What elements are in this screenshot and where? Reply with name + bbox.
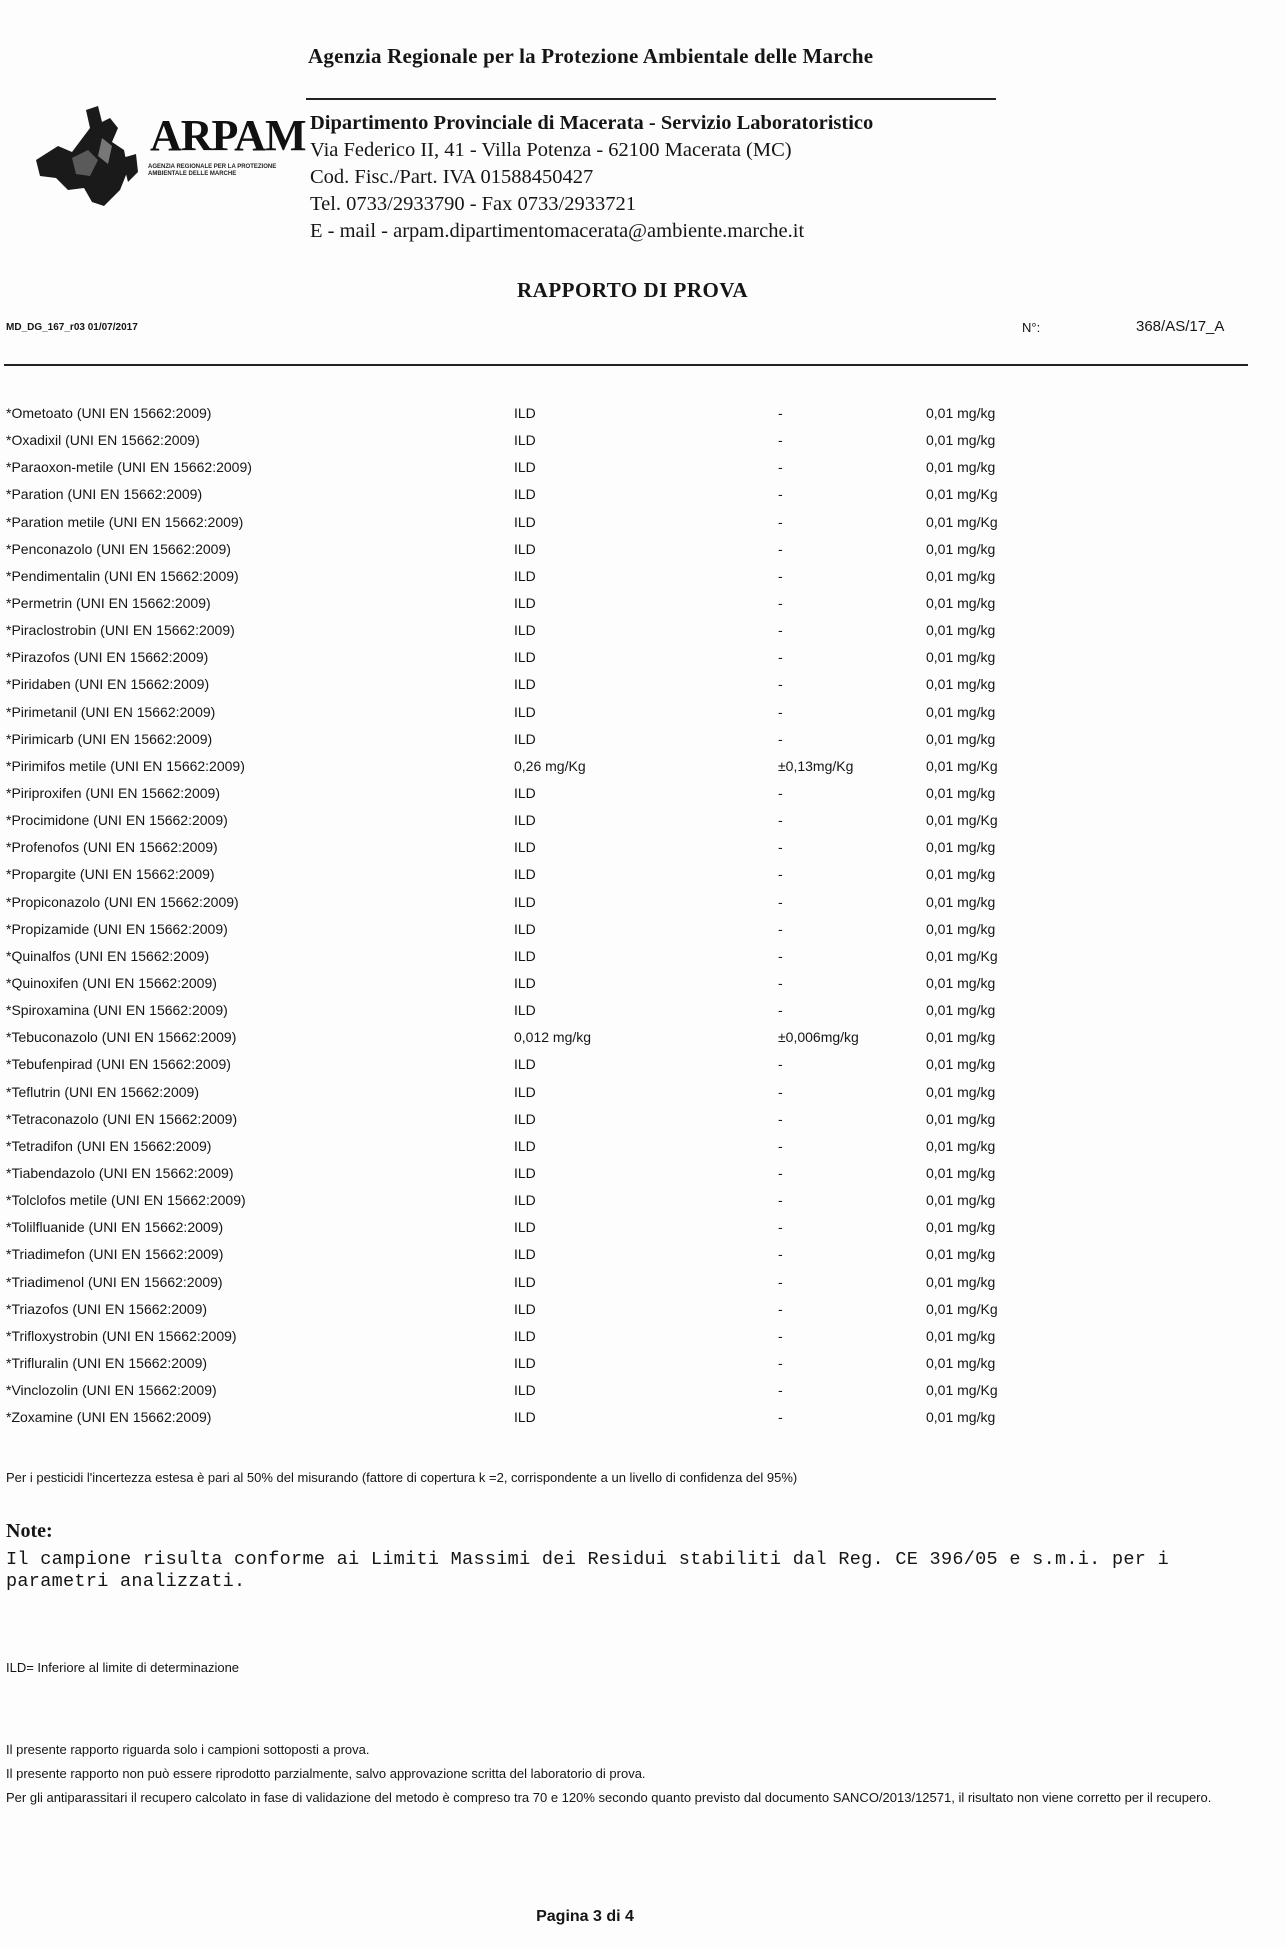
detection-limit: 0,01 mg/kg	[926, 432, 996, 449]
analyte-name: *Tolilfluanide (UNI EN 15662:2009)	[6, 1219, 224, 1236]
detection-limit: 0,01 mg/kg	[926, 703, 996, 720]
table-row	[6, 563, 1246, 590]
disclaimers	[6, 1738, 1268, 1805]
address-block	[310, 110, 873, 245]
detection-limit: 0,01 mg/Kg	[926, 1382, 998, 1399]
uncertainty-value: -	[778, 1409, 783, 1426]
detection-limit: 0,01 mg/kg	[926, 567, 996, 584]
table-row	[6, 1133, 1246, 1160]
table-row	[6, 1214, 1246, 1241]
uncertainty-value: -	[778, 1192, 783, 1209]
report-number: 368/AS/17_A	[1136, 318, 1225, 335]
table-row	[6, 1404, 1246, 1431]
uncertainty-value: -	[778, 893, 783, 910]
table-row	[6, 454, 1246, 481]
detection-limit: 0,01 mg/kg	[926, 893, 996, 910]
uncertainty-value: -	[778, 1300, 783, 1317]
table-row	[6, 509, 1246, 536]
analyte-name: *Trifloxystrobin (UNI EN 15662:2009)	[6, 1327, 237, 1344]
uncertainty-value: ±0,006mg/kg	[778, 1029, 859, 1046]
uncertainty-value: -	[778, 622, 783, 639]
detection-limit: 0,01 mg/kg	[926, 1327, 996, 1344]
result-value: ILD	[514, 839, 536, 856]
table-row	[6, 970, 1246, 997]
email-address: E - mail - arpam.dipartimentomacerata@ambiente.marche.it	[310, 220, 805, 242]
table-row	[6, 807, 1246, 834]
table-row	[6, 834, 1246, 861]
uncertainty-value: -	[778, 703, 783, 720]
agency-title: Agenzia Regionale per la Protezione Ambientale delle Marche	[308, 44, 874, 68]
result-value: ILD	[514, 1246, 536, 1263]
analyte-name: *Pirimetanil (UNI EN 15662:2009)	[6, 703, 216, 720]
postal-address: Via Federico II, 41 - Villa Potenza - 62100 Macerata (MC)	[310, 139, 792, 161]
uncertainty-value: -	[778, 812, 783, 829]
uncertainty-value: -	[778, 866, 783, 883]
table-row	[6, 617, 1246, 644]
result-value: ILD	[514, 703, 536, 720]
table-row	[6, 1377, 1246, 1404]
analyte-name: *Teflutrin (UNI EN 15662:2009)	[6, 1083, 199, 1100]
result-value: ILD	[514, 540, 536, 557]
detection-limit: 0,01 mg/kg	[926, 405, 996, 421]
table-row	[6, 1024, 1246, 1051]
detection-limit: 0,01 mg/Kg	[926, 757, 998, 774]
analyte-name: *Propizamide (UNI EN 15662:2009)	[6, 920, 228, 937]
analyte-name: *Triadimefon (UNI EN 15662:2009)	[6, 1246, 224, 1263]
analyte-name: *Ometoato (UNI EN 15662:2009)	[6, 405, 212, 421]
result-value: ILD	[514, 567, 536, 584]
uncertainty-value: -	[778, 1273, 783, 1290]
result-value: ILD	[514, 784, 536, 801]
result-value: ILD	[514, 1354, 536, 1371]
uncertainty-value: -	[778, 839, 783, 856]
result-value: ILD	[514, 812, 536, 829]
result-value: ILD	[514, 459, 536, 476]
result-value: ILD	[514, 1192, 536, 1209]
detection-limit: 0,01 mg/kg	[926, 1192, 996, 1209]
table-row	[6, 536, 1246, 563]
result-value: ILD	[514, 920, 536, 937]
analyte-name: *Quinalfos (UNI EN 15662:2009)	[6, 947, 210, 964]
detection-limit: 0,01 mg/kg	[926, 1273, 996, 1290]
detection-limit: 0,01 mg/Kg	[926, 486, 998, 503]
uncertainty-value: -	[778, 540, 783, 557]
analyte-name: *Pendimentalin (UNI EN 15662:2009)	[6, 567, 239, 584]
table-row	[6, 590, 1246, 617]
table-row	[6, 1350, 1246, 1377]
detection-limit: 0,01 mg/Kg	[926, 947, 998, 964]
result-value: 0,26 mg/Kg	[514, 757, 586, 774]
table-row	[6, 997, 1246, 1024]
table-row	[6, 427, 1246, 454]
result-value: ILD	[514, 1110, 536, 1127]
detection-limit: 0,01 mg/kg	[926, 1409, 996, 1426]
result-value: ILD	[514, 1409, 536, 1426]
disclaimer-recovery: Per gli antiparassitari il recupero calcolato in fase di validazione del metodo è compreso tra 70 e 120% secondo quanto previsto dal documento SANCO/2013/12571, il risultato non viene corretto per il recupero.	[6, 1790, 1212, 1805]
uncertainty-value: -	[778, 1110, 783, 1127]
analyte-name: *Tebufenpirad (UNI EN 15662:2009)	[6, 1056, 231, 1073]
analyte-name: *Triadimenol (UNI EN 15662:2009)	[6, 1273, 223, 1290]
analyte-name: *Permetrin (UNI EN 15662:2009)	[6, 594, 211, 611]
detection-limit: 0,01 mg/kg	[926, 1164, 996, 1181]
result-value: ILD	[514, 1056, 536, 1073]
uncertainty-note: Per i pesticidi l'incertezza estesa è pari al 50% del misurando (fattore di copertura k =2, corrispondente a un livello di confidenza del 95%)	[6, 1470, 798, 1485]
result-value: ILD	[514, 676, 536, 693]
note-heading: Note:	[6, 1520, 53, 1542]
analyte-name: *Piriproxifen (UNI EN 15662:2009)	[6, 784, 220, 801]
report-number-label: N°:	[1022, 320, 1041, 335]
page-number: Pagina 3 di 4	[536, 1908, 634, 1925]
detection-limit: 0,01 mg/kg	[926, 1056, 996, 1073]
uncertainty-value: -	[778, 1246, 783, 1263]
uncertainty-value: -	[778, 676, 783, 693]
table-row	[6, 1187, 1246, 1214]
table-row	[6, 1160, 1246, 1187]
form-code: MD_DG_167_r03 01/07/2017	[6, 322, 138, 333]
uncertainty-value: -	[778, 947, 783, 964]
result-value: ILD	[514, 947, 536, 964]
analyte-name: *Oxadixil (UNI EN 15662:2009)	[6, 432, 200, 449]
result-value: ILD	[514, 893, 536, 910]
table-row	[6, 726, 1246, 753]
header-bottom-divider	[4, 364, 1248, 366]
result-value: ILD	[514, 649, 536, 666]
result-value: ILD	[514, 1382, 536, 1399]
analyte-name: *Pirimifos metile (UNI EN 15662:2009)	[6, 757, 245, 774]
detection-limit: 0,01 mg/kg	[926, 866, 996, 883]
analyte-name: *Paraoxon-metile (UNI EN 15662:2009)	[6, 459, 252, 476]
table-row	[6, 753, 1246, 780]
table-row	[6, 861, 1246, 888]
table-row	[6, 1079, 1246, 1106]
table-row	[6, 1241, 1246, 1268]
uncertainty-value: -	[778, 1002, 783, 1019]
detection-limit: 0,01 mg/kg	[926, 1246, 996, 1263]
table-row	[6, 699, 1246, 726]
analyte-name: *Tiabendazolo (UNI EN 15662:2009)	[6, 1164, 234, 1181]
result-value: ILD	[514, 730, 536, 747]
detection-limit: 0,01 mg/kg	[926, 839, 996, 856]
detection-limit: 0,01 mg/Kg	[926, 1300, 998, 1317]
table-row	[6, 1296, 1246, 1323]
logo-wordmark: ARPAM	[150, 111, 306, 160]
uncertainty-value: ±0,13mg/Kg	[778, 757, 854, 774]
analyte-name: *Pirimicarb (UNI EN 15662:2009)	[6, 730, 213, 747]
phone-fax: Tel. 0733/2933790 - Fax 0733/2933721	[310, 193, 636, 215]
result-value: ILD	[514, 866, 536, 883]
analyte-name: *Vinclozolin (UNI EN 15662:2009)	[6, 1382, 217, 1399]
detection-limit: 0,01 mg/kg	[926, 459, 996, 476]
uncertainty-value: -	[778, 1219, 783, 1236]
detection-limit: 0,01 mg/Kg	[926, 513, 998, 530]
result-value: ILD	[514, 974, 536, 991]
result-value: ILD	[514, 594, 536, 611]
uncertainty-value: -	[778, 459, 783, 476]
analyte-name: *Pirazofos (UNI EN 15662:2009)	[6, 649, 209, 666]
ild-definition: ILD= Inferiore al limite di determinazione	[6, 1660, 240, 1675]
analyte-name: *Tebuconazolo (UNI EN 15662:2009)	[6, 1029, 237, 1046]
detection-limit: 0,01 mg/kg	[926, 1029, 996, 1046]
uncertainty-value: -	[778, 405, 783, 421]
disclaimer-scope: Il presente rapporto riguarda solo i campioni sottoposti a prova.	[6, 1742, 370, 1757]
uncertainty-value: -	[778, 1382, 783, 1399]
uncertainty-value: -	[778, 1327, 783, 1344]
table-row	[6, 671, 1246, 698]
uncertainty-value: -	[778, 567, 783, 584]
table-row	[6, 943, 1246, 970]
result-value: ILD	[514, 1327, 536, 1344]
detection-limit: 0,01 mg/kg	[926, 622, 996, 639]
analyte-name: *Paration metile (UNI EN 15662:2009)	[6, 513, 244, 530]
table-row	[6, 644, 1246, 671]
result-value: 0,012 mg/kg	[514, 1029, 592, 1046]
tax-code: Cod. Fisc./Part. IVA 01588450427	[310, 166, 594, 188]
table-row	[6, 916, 1246, 943]
analyte-name: *Piridaben (UNI EN 15662:2009)	[6, 676, 210, 693]
analyte-name: *Tolclofos metile (UNI EN 15662:2009)	[6, 1192, 246, 1209]
table-row	[6, 1269, 1246, 1296]
table-row	[6, 889, 1246, 916]
detection-limit: 0,01 mg/kg	[926, 1083, 996, 1100]
uncertainty-value: -	[778, 730, 783, 747]
analyte-name: *Profenofos (UNI EN 15662:2009)	[6, 839, 218, 856]
result-value: ILD	[514, 1300, 536, 1317]
result-value: ILD	[514, 1002, 536, 1019]
analyte-name: *Paration (UNI EN 15662:2009)	[6, 486, 203, 503]
result-value: ILD	[514, 622, 536, 639]
uncertainty-value: -	[778, 1083, 783, 1100]
uncertainty-value: -	[778, 1354, 783, 1371]
uncertainty-value: -	[778, 1137, 783, 1154]
result-value: ILD	[514, 486, 536, 503]
uncertainty-value: -	[778, 1164, 783, 1181]
uncertainty-value: -	[778, 649, 783, 666]
uncertainty-value: -	[778, 1056, 783, 1073]
detection-limit: 0,01 mg/kg	[926, 730, 996, 747]
result-value: ILD	[514, 513, 536, 530]
detection-limit: 0,01 mg/kg	[926, 784, 996, 801]
uncertainty-value: -	[778, 486, 783, 503]
table-row	[6, 1323, 1246, 1350]
detection-limit: 0,01 mg/kg	[926, 1110, 996, 1127]
detection-limit: 0,01 mg/kg	[926, 676, 996, 693]
result-value: ILD	[514, 1273, 536, 1290]
analyte-name: *Penconazolo (UNI EN 15662:2009)	[6, 540, 231, 557]
header-divider	[306, 98, 996, 100]
results-table	[6, 400, 1246, 1431]
analyte-name: *Piraclostrobin (UNI EN 15662:2009)	[6, 622, 235, 639]
result-value: ILD	[514, 1137, 536, 1154]
uncertainty-value: -	[778, 920, 783, 937]
analyte-name: *Trifluralin (UNI EN 15662:2009)	[6, 1354, 208, 1371]
detection-limit: 0,01 mg/kg	[926, 649, 996, 666]
detection-limit: 0,01 mg/kg	[926, 540, 996, 557]
analyte-name: *Tetradifon (UNI EN 15662:2009)	[6, 1137, 212, 1154]
uncertainty-value: -	[778, 594, 783, 611]
detection-limit: 0,01 mg/kg	[926, 1354, 996, 1371]
table-row	[6, 400, 1246, 427]
detection-limit: 0,01 mg/kg	[926, 1002, 996, 1019]
result-value: ILD	[514, 1083, 536, 1100]
result-value: ILD	[514, 405, 536, 421]
table-row	[6, 1051, 1246, 1078]
detection-limit: 0,01 mg/kg	[926, 974, 996, 991]
analyte-name: *Procimidone (UNI EN 15662:2009)	[6, 812, 228, 829]
detection-limit: 0,01 mg/kg	[926, 594, 996, 611]
table-row	[6, 481, 1246, 508]
logo-subtitle: AGENZIA REGIONALE PER LA PROTEZIONE AMBIENTALE DELLE MARCHE	[148, 164, 277, 177]
analyte-name: *Propiconazolo (UNI EN 15662:2009)	[6, 893, 239, 910]
result-value: ILD	[514, 1219, 536, 1236]
result-value: ILD	[514, 432, 536, 449]
analyte-name: *Spiroxamina (UNI EN 15662:2009)	[6, 1002, 228, 1019]
detection-limit: 0,01 mg/Kg	[926, 812, 998, 829]
report-title: RAPPORTO DI PROVA	[517, 278, 748, 302]
analyte-name: *Tetraconazolo (UNI EN 15662:2009)	[6, 1110, 238, 1127]
note-text: Il campione risulta conforme ai Limiti Massimi dei Residui stabiliti dal Reg. CE 396/05 e s.m.i. per i parametri analizzati.	[6, 1549, 1169, 1592]
uncertainty-value: -	[778, 974, 783, 991]
uncertainty-value: -	[778, 513, 783, 530]
uncertainty-value: -	[778, 784, 783, 801]
result-value: ILD	[514, 1164, 536, 1181]
analyte-name: *Propargite (UNI EN 15662:2009)	[6, 866, 215, 883]
department-name: Dipartimento Provinciale di Macerata - Servizio Laboratoristico	[310, 112, 874, 134]
analyte-name: *Quinoxifen (UNI EN 15662:2009)	[6, 974, 217, 991]
analyte-name: *Zoxamine (UNI EN 15662:2009)	[6, 1409, 212, 1426]
disclaimer-reproduction: Il presente rapporto non può essere riprodotto parzialmente, salvo approvazione scritta del laboratorio di prova.	[6, 1766, 646, 1781]
uncertainty-value: -	[778, 432, 783, 449]
analyte-name: *Triazofos (UNI EN 15662:2009)	[6, 1300, 208, 1317]
detection-limit: 0,01 mg/kg	[926, 1219, 996, 1236]
table-row	[6, 1106, 1246, 1133]
table-row	[6, 780, 1246, 807]
detection-limit: 0,01 mg/kg	[926, 920, 996, 937]
detection-limit: 0,01 mg/kg	[926, 1137, 996, 1154]
